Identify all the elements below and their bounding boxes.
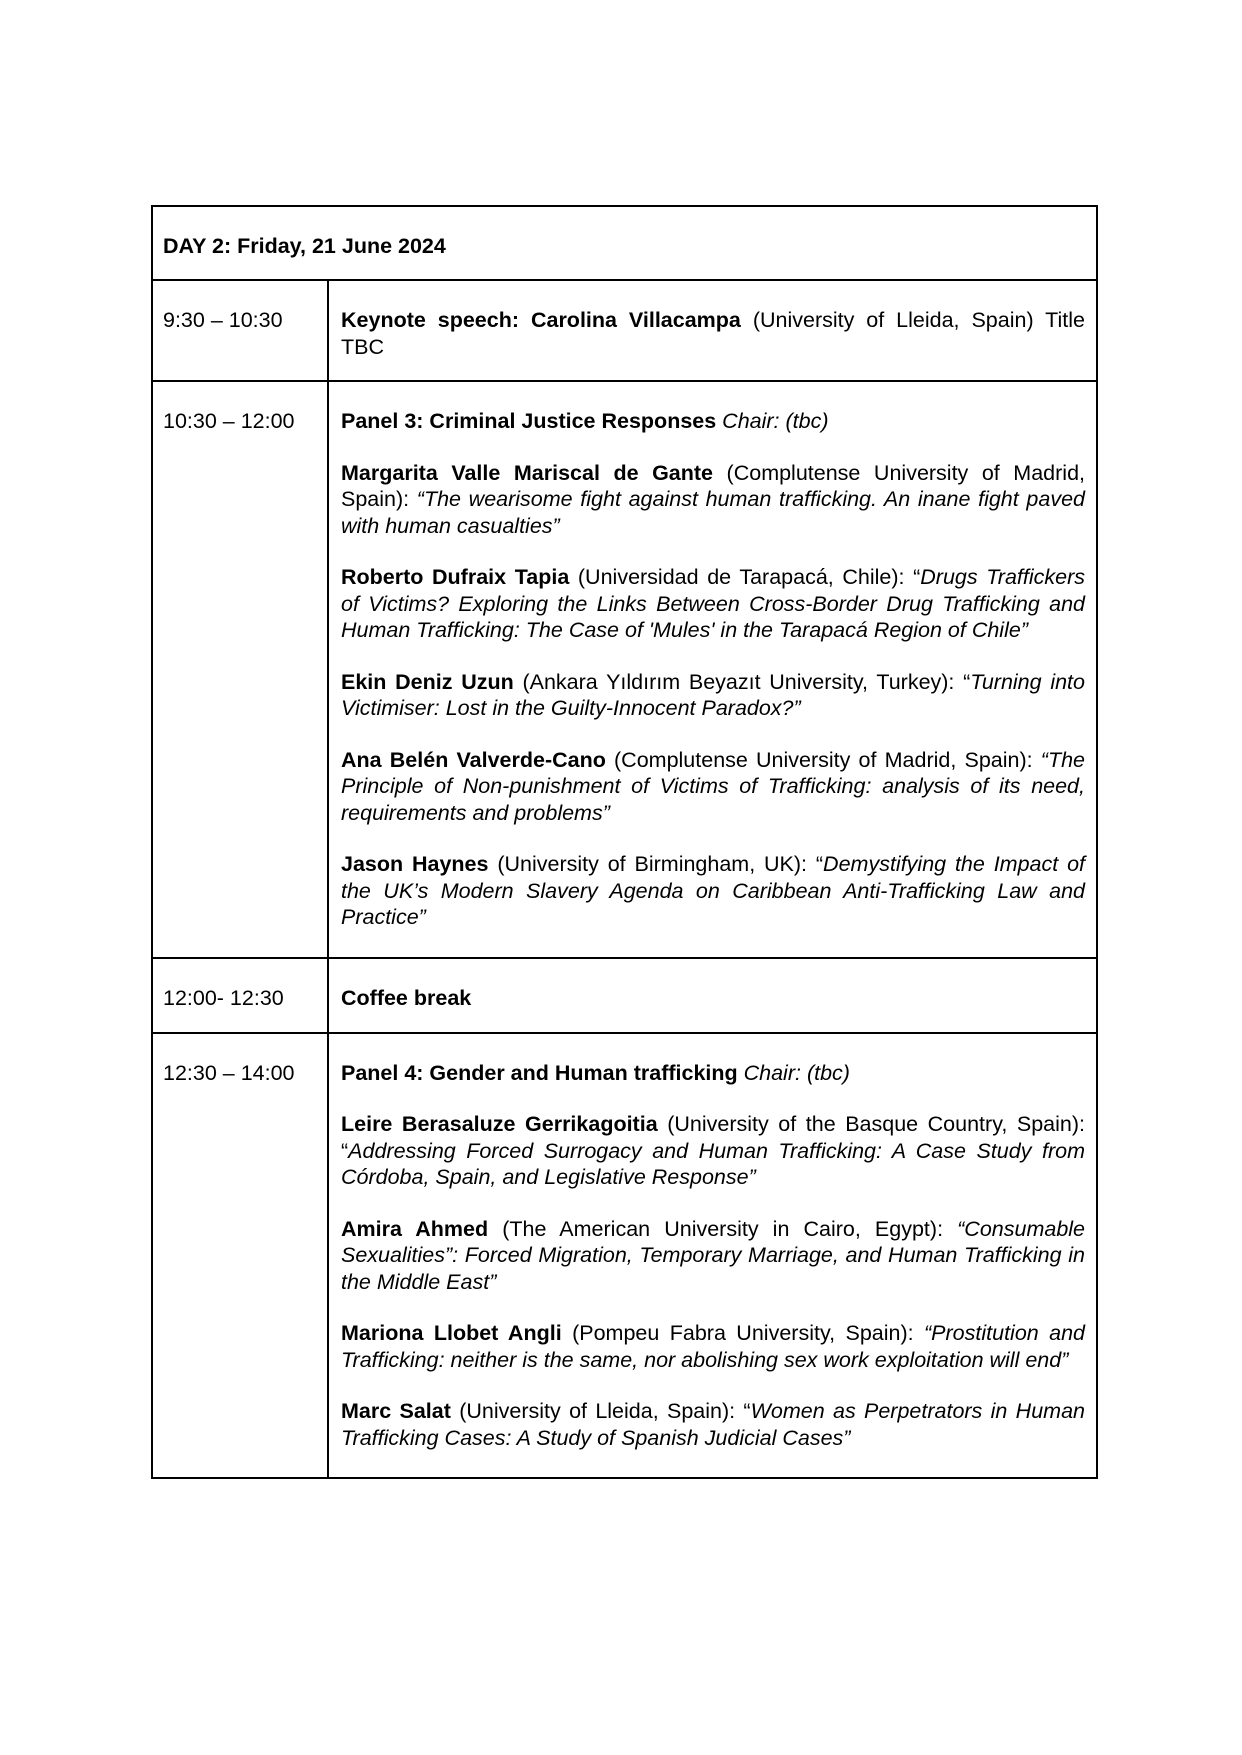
panel3-title: Panel 3: Criminal Justice Responses — [341, 409, 717, 433]
talk-affiliation: (Complutense University of Madrid, Spain): — [341, 460, 1085, 511]
panel4-time: 12:30 – 14:00 — [152, 1033, 328, 1479]
panel4-row — [152, 1033, 1097, 1479]
talk-affiliation: (University of Lleida, Spain): “ — [450, 1399, 751, 1423]
talk-speaker: Ekin Deniz Uzun — [341, 669, 514, 694]
talk-entry — [341, 851, 1085, 931]
keynote-row — [152, 280, 1097, 381]
coffee-cell — [328, 958, 1097, 1033]
talk-affiliation: (The American University in Cairo, Egypt): — [488, 1216, 958, 1241]
panel4-cell — [328, 1033, 1097, 1479]
programme-table — [151, 205, 1098, 1479]
day-header-row — [152, 206, 1097, 280]
panel4-title: Panel 4: Gender and Human trafficking — [341, 1060, 738, 1085]
talk-title: Demystifying the Impact of the UK’s Modern Slavery Agenda on Caribbean Anti-Trafficking Law and Practice” — [341, 852, 1085, 929]
panel3-heading — [341, 408, 1085, 435]
talk-title: Drugs Traffickers of Victims? Exploring the Links Between Cross-Border Drug Trafficking and Human Trafficking: The Case of 'Mules' in the Tarapacá Region of Chile” — [341, 565, 1085, 642]
talk-speaker: Mariona Llobet Angli — [341, 1321, 562, 1345]
talk-speaker: Ana Belén Valverde-Cano — [341, 747, 606, 772]
talk-title: “Consumable Sexualities”: Forced Migration, Temporary Marriage, and Human Trafficking in the Middle East” — [341, 1216, 1086, 1294]
keynote-cell — [328, 280, 1097, 381]
panel3-row — [152, 381, 1097, 958]
talk-entry — [341, 1111, 1085, 1191]
coffee-row — [152, 958, 1097, 1033]
keynote-time: 9:30 – 10:30 — [152, 280, 328, 381]
talk-affiliation: (University of Birmingham, UK): “ — [488, 852, 824, 876]
talk-entry — [341, 1320, 1085, 1373]
talk-entry — [341, 1216, 1085, 1296]
panel3-time: 10:30 – 12:00 — [152, 381, 328, 958]
keynote-entry — [341, 307, 1085, 360]
talk-title: “The wearisome fight against human trafficking. An inane fight paved with human casualties” — [341, 487, 1085, 538]
day-header: DAY 2: Friday, 21 June 2024 — [152, 206, 1097, 280]
coffee-label: Coffee break — [341, 985, 472, 1010]
talk-entry — [341, 1398, 1085, 1451]
talk-entry — [341, 460, 1085, 540]
keynote-label: Keynote speech: Carolina Villacampa — [341, 308, 741, 332]
talk-title: Addressing Forced Surrogacy and Human Trafficking: A Case Study from Córdoba, Spain, and Legislative Response” — [341, 1138, 1085, 1189]
talk-affiliation: (Complutense University of Madrid, Spain): — [605, 747, 1041, 772]
talk-entry — [341, 669, 1085, 722]
keynote-affiliation: (University of Lleida, Spain) Title TBC — [341, 308, 1085, 359]
panel3-cell — [328, 381, 1097, 958]
talk-speaker: Marc Salat — [341, 1399, 451, 1423]
talk-speaker: Leire Berasaluze Gerrikagoitia — [341, 1112, 658, 1136]
talk-affiliation: (Ankara Yıldırım Beyazıt University, Turkey): “ — [513, 669, 971, 694]
talk-speaker: Roberto Dufraix Tapia — [341, 565, 570, 589]
talk-affiliation: (Universidad de Tarapacá, Chile): “ — [569, 565, 921, 589]
talk-entry — [341, 564, 1085, 644]
talk-speaker: Amira Ahmed — [341, 1216, 489, 1241]
talk-title: Turning into Victimiser: Lost in the Guilty-Innocent Paradox?” — [341, 669, 1085, 720]
talk-entry — [341, 747, 1085, 827]
talk-title: Women as Perpetrators in Human Trafficking Cases: A Study of Spanish Judicial Cases” — [341, 1399, 1085, 1450]
panel4-chair: Chair: (tbc) — [737, 1060, 850, 1085]
talk-title: “The Principle of Non-punishment of Victims of Trafficking: analysis of its need, requirements and problems” — [341, 747, 1085, 825]
panel4-heading — [341, 1060, 1085, 1087]
talk-title: “Prostitution and Trafficking: neither is the same, nor abolishing sex work exploitation will end” — [341, 1321, 1086, 1372]
panel3-chair: Chair: (tbc) — [716, 409, 829, 433]
talk-affiliation: (University of the Basque Country, Spain): “ — [341, 1112, 1085, 1163]
talk-speaker: Jason Haynes — [341, 852, 489, 876]
coffee-time: 12:00- 12:30 — [152, 958, 328, 1033]
talk-speaker: Margarita Valle Mariscal de Gante — [341, 460, 714, 485]
talk-affiliation: (Pompeu Fabra University, Spain): — [561, 1321, 925, 1345]
